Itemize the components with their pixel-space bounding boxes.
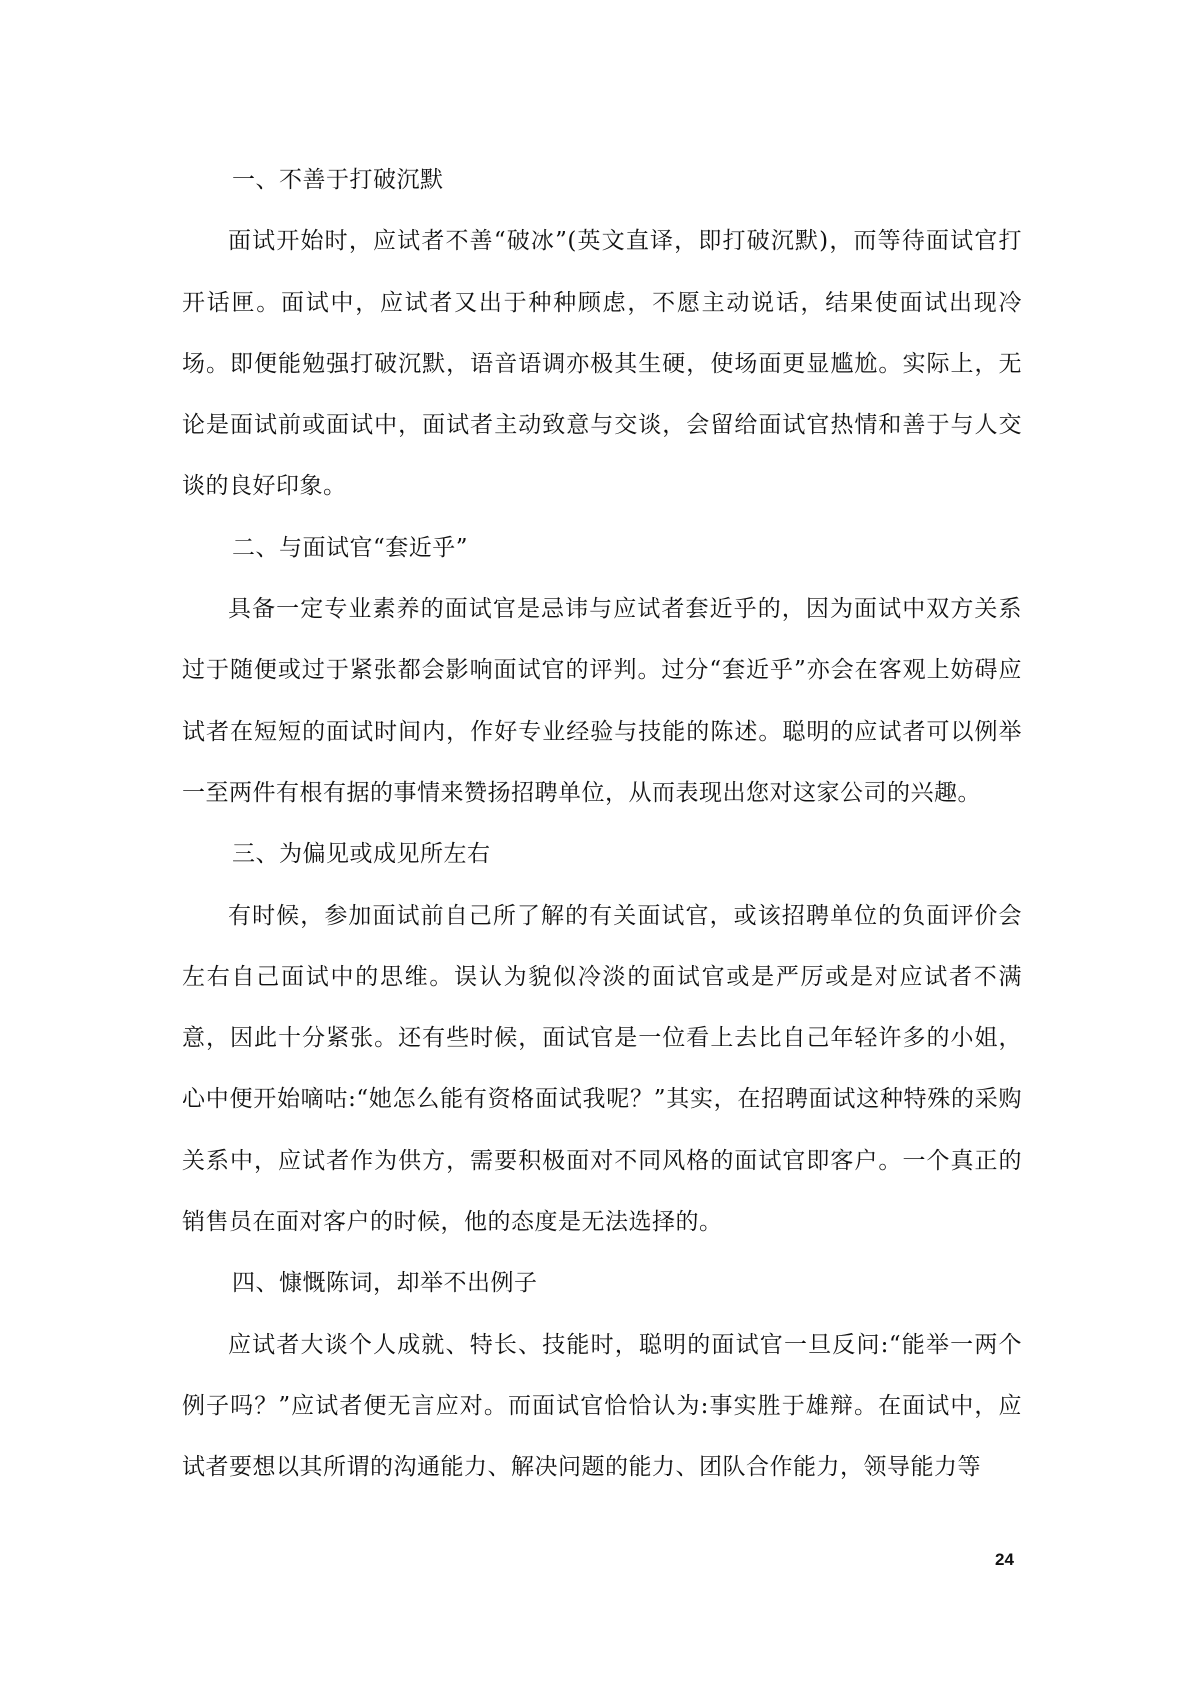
section-heading-1: 一、不善于打破沉默 [232, 167, 444, 193]
section-heading-4: 四、慷慨陈词，却举不出例子 [232, 1270, 538, 1297]
section-paragraph-2: 具备一定专业素养的面试官是忌讳与应试者套近乎的，因为面试中双方关系过于随便或过于紧张都会影响面试官的评判。过分“套近乎”亦会在客观上妨碍应试者在短短的面试时间内，作好专业经验与技能的陈述。聪明的应试者可以例举一至两件有根有据的事情来赞扬招聘单位，从而表现出您对这家公司的兴趣。 [182, 596, 1022, 806]
document-body [182, 150, 1022, 1499]
section-heading-2: 二、与面试官“套近乎” [232, 534, 469, 561]
section-heading-3: 三、为偏见或成见所左右 [232, 841, 491, 868]
section-paragraph-4: 应试者大谈个人成就、特长、技能时，聪明的面试官一旦反问:“能举一两个例子吗？”应试者便无言应对。而面试官恰恰认为:事实胜于雄辩。在面试中，应试者要想以其所谓的沟通能力、解决问题的能力、团队合作能力，领导能力等 [182, 1331, 1022, 1481]
section-paragraph-3: 有时候，参加面试前自己所了解的有关面试官，或该招聘单位的负面评价会左右自己面试中的思维。误认为貌似冷淡的面试官或是严厉或是对应试者不满意，因此十分紧张。还有些时候，面试官是一位看上去比自己年轻许多的小姐，心中便开始嘀咕:“她怎么能有资格面试我呢？”其实，在招聘面试这种特殊的采购关系中，应试者作为供方，需要积极面对不同风格的面试官即客户。一个真正的销售员在面对客户的时候，他的态度是无法选择的。 [182, 902, 1022, 1236]
page-number: 24 [995, 1550, 1014, 1569]
section-paragraph-1: 面试开始时，应试者不善“破冰”(英文直译，即打破沉默)，而等待面试官打开话匣。面试中，应试者又出于种种顾虑，不愿主动说话，结果使面试出现冷场。即便能勉强打破沉默，语音语调亦极其生硬，使场面更显尴尬。实际上，无论是面试前或面试中，面试者主动致意与交谈，会留给面试官热情和善于与人交谈的良好印象。 [182, 228, 1022, 500]
